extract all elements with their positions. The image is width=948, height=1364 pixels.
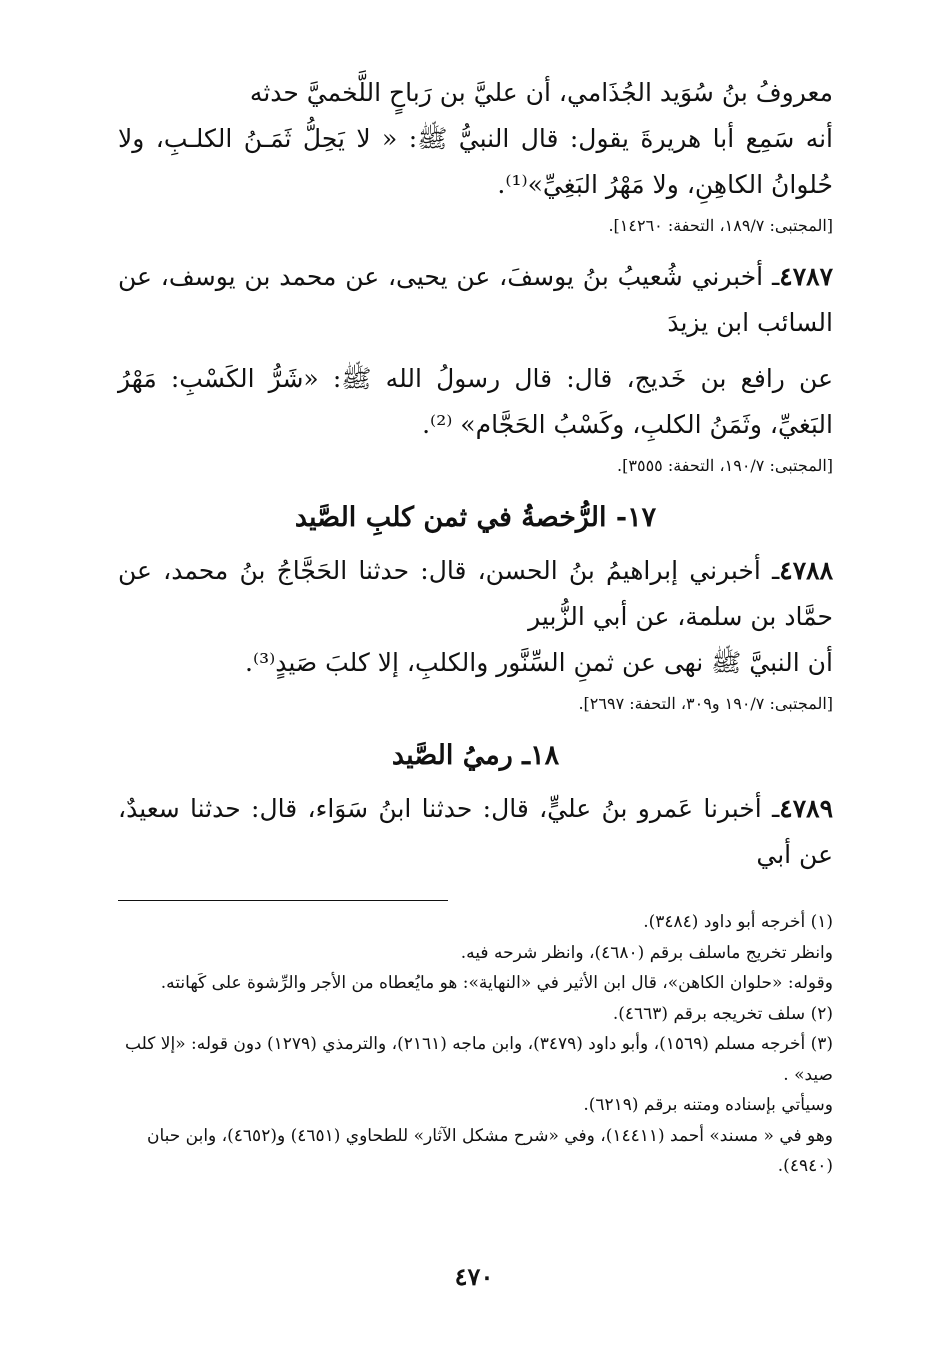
footnote-line: (١) أخرجه أبو داود (٣٤٨٤). bbox=[643, 912, 833, 932]
hadith-text: أنه سَمِع أبا هريرةَ يقول: قال النبيُّ ﷺ: « لا يَحِلُّ ثَمَـنُ الكلـبِ، ولا حُلوانُ الكاهِنِ، ولا مَهْرُ البَغِيِّ»⁽¹⁾. bbox=[118, 124, 833, 199]
reference-citation: [المجتبى: ١٩٠/٧، التحفة: ٣٥٥٥]. bbox=[617, 456, 833, 475]
hadith-4787 bbox=[118, 254, 833, 346]
hadith-number: ٤٧٨٨ bbox=[779, 556, 833, 585]
footnote-line: وهو في « مسند» أحمد (١٤٤١١)، وفي «شرح مشكل الآثار» للطحاوي (٤٦٥١) و(٤٦٥٢)، وابن حبان (٤٩٤٠). bbox=[146, 1125, 833, 1176]
hadith-4788 bbox=[118, 548, 833, 640]
reference-citation: [المجتبى: ١٩٠/٧ و٣٠٩، التحفة: ٢٦٩٧]. bbox=[578, 694, 833, 713]
footnote-line: وانظر تخريج ماسلف برقم (٤٦٨٠)، وانظر شرحه فيه. bbox=[460, 942, 833, 963]
footnote-separator bbox=[118, 900, 448, 901]
page-number: ٤٧٠ bbox=[454, 1262, 494, 1291]
footnote-line: (٢) سلف تخريجه برقم (٤٦٦٣). bbox=[612, 1003, 833, 1024]
hadith-number: ٤٧٨٧ bbox=[779, 262, 833, 291]
footnote-line: وقوله: «حلوان الكاهن»، قال ابن الأثير في «النهاية»: هو مايُعطاه من الأجر والرِّشوة على كَهانته. bbox=[160, 973, 833, 993]
hadith-4789 bbox=[118, 786, 833, 878]
footnote-line: وسيأتي بإسناده ومتنه برقم (٦٢١٩). bbox=[583, 1095, 833, 1115]
chain-continuation: معروفُ بنُ سُوَيد الجُذَامي، أن عليَّ بن رَباحٍ اللَّخميَّ حدثه bbox=[249, 78, 833, 107]
hadith-chain: ـ أخبرنا عَمرو بنُ عليٍّ، قال: حدثنا ابنُ سَوَاء، قال: حدثنا سعيدٌ، عن أبي bbox=[118, 794, 833, 869]
hadith-number: ٤٧٨٩ bbox=[779, 794, 833, 823]
chapter-heading: ١٧- الرُّخصةُ في ثمن كلبِ الصَّيد bbox=[294, 502, 657, 533]
hadith-text: عن رافع بن خَديج، قال: قال رسولُ الله ﷺ: «شَرُّ الكَسْبِ: مَهْرُ البَغيِّ، وثَمَنُ الكلبِ، وكَسْبُ الحَجَّام» ⁽²⁾. bbox=[118, 364, 833, 439]
hadith-chain: ـ أخبرني إبراهيمُ بنُ الحسن، قال: حدثنا الحَجَّاجُ بنُ محمد، عن حمَّاد بن سلمة، عن أبي الزُّبير bbox=[118, 556, 833, 631]
reference-citation: [المجتبى: ١٨٩/٧، التحفة: ١٤٢٦٠]. bbox=[608, 216, 833, 235]
hadith-text: أن النبيَّ ﷺ نهى عن ثمنِ السِّنَّور والكلبِ، إلا كلبَ صَيدٍ⁽³⁾. bbox=[245, 648, 833, 677]
footnote-line: (٣) أخرجه مسلم (١٥٦٩)، وأبو داود (٣٤٧٩)، وابن ماجه (٢١٦١)، والترمذي (١٢٧٩) دون قوله: «إلا كلب صيد» . bbox=[124, 1034, 833, 1085]
hadith-chain: ـ أخبرني شُعيبُ بنُ يوسفَ، عن يحيى، عن محمد بن يوسف، عن السائب ابن يزيدَ bbox=[118, 262, 833, 337]
footnotes bbox=[118, 907, 833, 1182]
chapter-heading: ١٨ـ رميُ الصَّيد bbox=[391, 740, 560, 771]
